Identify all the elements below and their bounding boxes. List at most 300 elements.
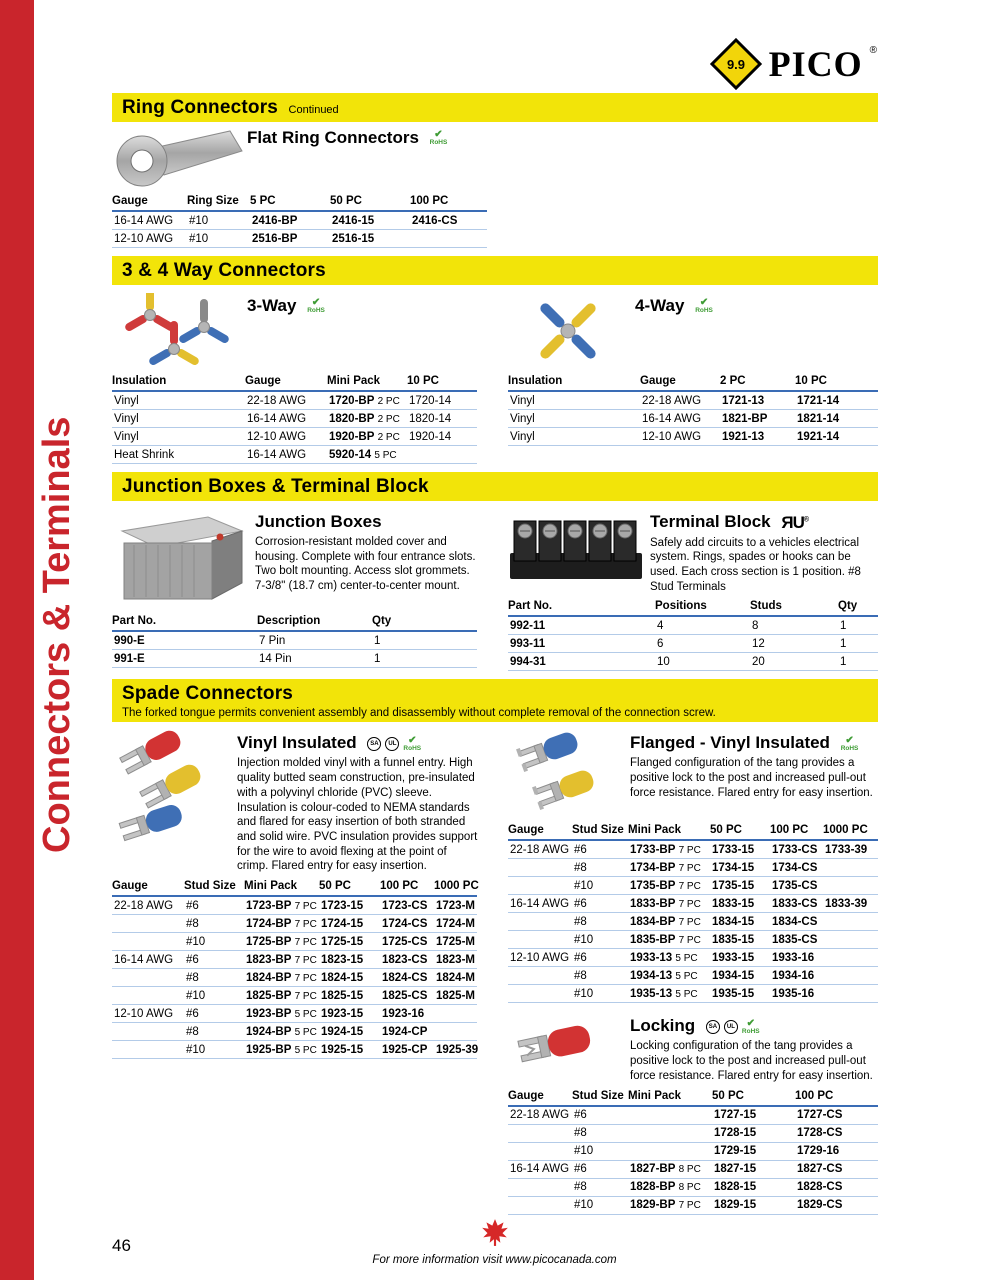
- table-cell: [508, 1178, 572, 1196]
- table-cell: Vinyl: [112, 410, 245, 428]
- table-cell: 1925-39: [434, 1041, 477, 1059]
- table-cell: 1827-15: [712, 1160, 795, 1178]
- table-cell: 2416-CS: [410, 211, 487, 230]
- table-cell: 993-11: [508, 635, 655, 653]
- table-cell: #8: [572, 859, 628, 877]
- table-cell: 1920-BP 2 PC: [327, 428, 407, 446]
- table-row: [508, 1106, 878, 1125]
- table-cell: 1721-14: [795, 391, 878, 410]
- three-way-table: [112, 373, 477, 464]
- table-cell: 1733-39: [823, 840, 878, 859]
- table-row: [508, 428, 878, 446]
- page-content: [112, 0, 878, 1215]
- rohs-icon: ✔ RoHS: [695, 297, 713, 315]
- section-subtitle: The forked tongue permits convenient assembly and disassembly without complete removal of the connection screw.: [122, 707, 716, 720]
- page-number: 46: [112, 1236, 131, 1255]
- table-cell: 1833-CS: [770, 895, 823, 913]
- table-cell: #10: [184, 933, 244, 951]
- table-cell: 1825-M: [434, 987, 477, 1005]
- column-header: Qty: [838, 598, 878, 616]
- csa-icon: SA: [367, 737, 381, 751]
- rohs-icon: ✔ RoHS: [429, 129, 448, 147]
- table-cell: [410, 230, 487, 248]
- table-cell: 1823-M: [434, 951, 477, 969]
- table-cell: 1835-BP 7 PC: [628, 931, 710, 949]
- table-cell: 22-18 AWG: [640, 391, 720, 410]
- table-row: [112, 1041, 477, 1059]
- four-way-block: [508, 290, 878, 446]
- table-cell: 1827-CS: [795, 1160, 878, 1178]
- table-cell: [112, 969, 184, 987]
- table-cell: 1733-BP 7 PC: [628, 840, 710, 859]
- table-cell: 1824-M: [434, 969, 477, 987]
- table-cell: 1924-CP: [380, 1023, 434, 1041]
- table-row: [508, 913, 878, 931]
- locking-table: [508, 1088, 878, 1215]
- table-cell: 1723-15: [319, 896, 380, 915]
- table-row: [112, 230, 487, 248]
- table-cell: [112, 987, 184, 1005]
- table-cell: [508, 877, 572, 895]
- table-cell: #10: [572, 931, 628, 949]
- table-cell: 1821-BP: [720, 410, 795, 428]
- table-cell: 1925-CP: [380, 1041, 434, 1059]
- table-cell: 22-18 AWG: [112, 896, 184, 915]
- junction-box-image: [112, 509, 255, 609]
- table-cell: 1833-BP 7 PC: [628, 895, 710, 913]
- table-cell: 1: [838, 653, 878, 671]
- column-header: 50 PC: [330, 193, 410, 211]
- section-banner-junction: [112, 472, 878, 501]
- table-cell: 1824-CS: [380, 969, 434, 987]
- table-cell: [112, 915, 184, 933]
- table-cell: 1: [372, 650, 477, 668]
- table-cell: 1828-CS: [795, 1178, 878, 1196]
- column-header: Gauge: [245, 373, 327, 391]
- product-heading: Junction Boxes: [255, 512, 382, 531]
- flat-ring-table: [112, 193, 487, 248]
- table-cell: 1834-CS: [770, 913, 823, 931]
- column-header: Mini Pack: [628, 822, 710, 840]
- table-cell: 1821-14: [795, 410, 878, 428]
- table-cell: 22-18 AWG: [245, 391, 327, 410]
- rohs-icon: ✔ RoHS: [840, 734, 859, 752]
- column-header: Qty: [372, 613, 477, 631]
- table-cell: 1925-BP 5 PC: [244, 1041, 319, 1059]
- table-cell: [628, 1124, 712, 1142]
- table-cell: 1735-BP 7 PC: [628, 877, 710, 895]
- locking-block: [508, 1013, 878, 1214]
- table-cell: 12-10 AWG: [508, 949, 572, 967]
- table-cell: #10: [572, 1196, 628, 1214]
- table-cell: 1933-16: [770, 949, 823, 967]
- table-cell: [508, 985, 572, 1003]
- section-title: Spade Connectors: [122, 683, 294, 705]
- ul-icon: UL: [724, 1020, 738, 1034]
- table-cell: 16-14 AWG: [112, 211, 187, 230]
- terminal-block-image: [508, 509, 650, 587]
- table-cell: 1: [838, 635, 878, 653]
- table-cell: 1935-16: [770, 985, 823, 1003]
- column-header: 50 PC: [710, 822, 770, 840]
- column-header: 50 PC: [712, 1088, 795, 1106]
- table-cell: 16-14 AWG: [640, 410, 720, 428]
- column-header: Positions: [655, 598, 750, 616]
- table-cell: 1723-M: [434, 896, 477, 915]
- column-header: Mini Pack: [327, 373, 407, 391]
- table-cell: 2416-BP: [250, 211, 330, 230]
- table-cell: 1820-14: [407, 410, 477, 428]
- table-cell: #8: [572, 1124, 628, 1142]
- table-cell: [508, 931, 572, 949]
- table-cell: 1728-15: [712, 1124, 795, 1142]
- table-cell: #10: [572, 985, 628, 1003]
- table-cell: 1724-M: [434, 915, 477, 933]
- table-cell: [823, 949, 878, 967]
- table-cell: 1724-BP 7 PC: [244, 915, 319, 933]
- column-header: Insulation: [508, 373, 640, 391]
- table-cell: 1824-15: [319, 969, 380, 987]
- column-header: Gauge: [508, 1088, 572, 1106]
- table-cell: 1921-14: [795, 428, 878, 446]
- table-row: [508, 653, 878, 671]
- table-cell: Vinyl: [112, 391, 245, 410]
- vinyl-insulated-block: [112, 727, 480, 1059]
- column-header: 10 PC: [407, 373, 477, 391]
- table-row: [112, 631, 477, 650]
- table-row: [112, 915, 477, 933]
- table-cell: 12-10 AWG: [112, 230, 187, 248]
- column-header: Part No.: [508, 598, 655, 616]
- table-row: [508, 1142, 878, 1160]
- footer-note: For more information visit www.picocanada.com: [372, 1254, 617, 1266]
- table-cell: #10: [572, 1142, 628, 1160]
- column-header: Gauge: [112, 193, 187, 211]
- section-banner-ring-connectors: [112, 93, 878, 122]
- table-cell: 5920-14 5 PC: [327, 446, 407, 464]
- table-cell: [407, 446, 477, 464]
- table-cell: 1728-CS: [795, 1124, 878, 1142]
- column-header: 10 PC: [795, 373, 878, 391]
- table-cell: 8: [750, 616, 838, 635]
- table-cell: 1729-15: [712, 1142, 795, 1160]
- table-cell: #10: [184, 1041, 244, 1059]
- table-cell: 4: [655, 616, 750, 635]
- section-banner-3-4-way: [112, 256, 878, 285]
- table-row: [112, 428, 477, 446]
- table-cell: #8: [184, 969, 244, 987]
- column-header: Gauge: [112, 878, 184, 896]
- table-cell: 1834-BP 7 PC: [628, 913, 710, 931]
- brand-name: PICO: [768, 44, 863, 84]
- table-cell: #6: [184, 896, 244, 915]
- junction-box-table: [112, 613, 477, 668]
- table-cell: 1727-15: [712, 1106, 795, 1125]
- table-cell: 1825-BP 7 PC: [244, 987, 319, 1005]
- terminal-block-table: [508, 598, 878, 671]
- product-heading: Vinyl Insulated SA UL ✔ RoHS: [237, 733, 422, 753]
- column-header: Part No.: [112, 613, 257, 631]
- table-row: [508, 949, 878, 967]
- table-cell: 1735-CS: [770, 877, 823, 895]
- table-cell: [628, 1106, 712, 1125]
- table-cell: #6: [572, 1106, 628, 1125]
- column-header: Stud Size: [572, 822, 628, 840]
- table-cell: Heat Shrink: [112, 446, 245, 464]
- table-cell: 22-18 AWG: [508, 1106, 572, 1125]
- rohs-icon: ✔ RoHS: [307, 297, 325, 315]
- product-heading: Terminal Block ЯU®: [650, 512, 809, 532]
- table-cell: 1828-BP 8 PC: [628, 1178, 712, 1196]
- table-cell: 20: [750, 653, 838, 671]
- column-header: 100 PC: [410, 193, 487, 211]
- table-cell: 1729-16: [795, 1142, 878, 1160]
- table-cell: 992-11: [508, 616, 655, 635]
- table-cell: [434, 1005, 477, 1023]
- column-header: Mini Pack: [628, 1088, 712, 1106]
- flat-ring-connector-image: [112, 125, 247, 189]
- column-header: 5 PC: [250, 193, 330, 211]
- table-cell: 1833-15: [710, 895, 770, 913]
- table-row: [508, 1196, 878, 1214]
- table-cell: 1835-CS: [770, 931, 823, 949]
- column-header: Stud Size: [184, 878, 244, 896]
- table-row: [112, 1023, 477, 1041]
- table-cell: [508, 1196, 572, 1214]
- table-cell: 1921-13: [720, 428, 795, 446]
- column-header: 2 PC: [720, 373, 795, 391]
- table-cell: 1920-14: [407, 428, 477, 446]
- column-header: 100 PC: [380, 878, 434, 896]
- table-cell: 1725-CS: [380, 933, 434, 951]
- column-header: Description: [257, 613, 372, 631]
- table-cell: 6: [655, 635, 750, 653]
- table-cell: #6: [184, 1005, 244, 1023]
- table-cell: [508, 913, 572, 931]
- table-cell: 12-10 AWG: [245, 428, 327, 446]
- table-cell: 16-14 AWG: [508, 895, 572, 913]
- table-cell: [112, 933, 184, 951]
- table-row: [508, 895, 878, 913]
- table-cell: 1828-15: [712, 1178, 795, 1196]
- table-cell: 2416-15: [330, 211, 410, 230]
- table-cell: 1824-BP 7 PC: [244, 969, 319, 987]
- table-row: [112, 410, 477, 428]
- flanged-block: [508, 730, 878, 1003]
- column-header: Stud Size: [572, 1088, 628, 1106]
- table-cell: [628, 1142, 712, 1160]
- ul-recognized-icon: ЯU®: [781, 512, 809, 532]
- table-cell: 14 Pin: [257, 650, 372, 668]
- table-cell: 1735-15: [710, 877, 770, 895]
- table-cell: 1: [838, 616, 878, 635]
- table-cell: 1835-15: [710, 931, 770, 949]
- column-header: Mini Pack: [244, 878, 319, 896]
- footer: [0, 1217, 989, 1266]
- table-cell: 1935-15: [710, 985, 770, 1003]
- left-red-strip: [0, 0, 34, 1280]
- table-cell: [112, 1041, 184, 1059]
- table-cell: [434, 1023, 477, 1041]
- table-cell: #6: [572, 949, 628, 967]
- rohs-icon: ✔ RoHS: [741, 1017, 760, 1035]
- table-cell: 1733-CS: [770, 840, 823, 859]
- table-cell: 2516-BP: [250, 230, 330, 248]
- section-title: Junction Boxes & Terminal Block: [122, 476, 429, 497]
- table-cell: 1934-13 5 PC: [628, 967, 710, 985]
- table-cell: 991-E: [112, 650, 257, 668]
- table-cell: 1724-15: [319, 915, 380, 933]
- table-row: [508, 840, 878, 859]
- table-cell: [508, 1124, 572, 1142]
- table-cell: 16-14 AWG: [245, 410, 327, 428]
- table-cell: 1720-14: [407, 391, 477, 410]
- product-description: Flanged configuration of the tang provides a positive lock to the post and increased pull-out force resistance. Flared entry for easy insertion.: [630, 757, 873, 799]
- table-cell: 1725-M: [434, 933, 477, 951]
- table-cell: 1720-BP 2 PC: [327, 391, 407, 410]
- table-cell: 1933-15: [710, 949, 770, 967]
- table-row: [112, 987, 477, 1005]
- table-cell: 12-10 AWG: [640, 428, 720, 446]
- csa-icon: SA: [706, 1020, 720, 1034]
- product-heading: 3-Way ✔ RoHS: [247, 296, 325, 315]
- section-title-suffix: Continued: [288, 104, 339, 116]
- table-cell: 1823-BP 7 PC: [244, 951, 319, 969]
- table-cell: 1823-CS: [380, 951, 434, 969]
- section-title: Ring Connectors: [122, 97, 279, 118]
- table-row: [508, 1160, 878, 1178]
- table-row: [112, 951, 477, 969]
- table-row: [112, 650, 477, 668]
- table-cell: 1935-13 5 PC: [628, 985, 710, 1003]
- flat-ring-block: [112, 125, 878, 189]
- table-row: [112, 391, 477, 410]
- svg-text:9.9: 9.9: [726, 57, 745, 72]
- table-cell: #10: [187, 230, 250, 248]
- table-row: [508, 410, 878, 428]
- product-heading: Flat Ring Connectors ✔ RoHS: [247, 128, 448, 147]
- column-header: Ring Size: [187, 193, 250, 211]
- table-cell: [823, 859, 878, 877]
- column-header: 50 PC: [319, 878, 380, 896]
- table-cell: #6: [572, 1160, 628, 1178]
- table-cell: 1: [372, 631, 477, 650]
- table-cell: #8: [572, 1178, 628, 1196]
- table-cell: 1923-16: [380, 1005, 434, 1023]
- table-cell: 1933-13 5 PC: [628, 949, 710, 967]
- table-cell: 1727-CS: [795, 1106, 878, 1125]
- section-title: 3 & 4 Way Connectors: [122, 260, 326, 281]
- column-header: 100 PC: [770, 822, 823, 840]
- table-cell: 1834-15: [710, 913, 770, 931]
- sidebar-vertical-title: Connectors & Terminals: [36, 416, 78, 854]
- table-cell: 1925-15: [319, 1041, 380, 1059]
- table-row: [112, 933, 477, 951]
- table-row: [508, 985, 878, 1003]
- column-header: 1000 PC: [434, 878, 477, 896]
- flanged-table: [508, 822, 878, 1003]
- table-cell: Vinyl: [508, 410, 640, 428]
- table-cell: 1721-13: [720, 391, 795, 410]
- table-cell: 1934-16: [770, 967, 823, 985]
- table-cell: 7 Pin: [257, 631, 372, 650]
- table-cell: 22-18 AWG: [508, 840, 572, 859]
- table-cell: Vinyl: [508, 391, 640, 410]
- table-cell: 994-31: [508, 653, 655, 671]
- table-cell: [508, 967, 572, 985]
- table-cell: 1924-BP 5 PC: [244, 1023, 319, 1041]
- table-cell: 1829-15: [712, 1196, 795, 1214]
- table-cell: 1825-CS: [380, 987, 434, 1005]
- table-cell: #8: [184, 1023, 244, 1041]
- table-cell: 1934-15: [710, 967, 770, 985]
- product-description: Safely add circuits to a vehicles electrical system. Rings, spades or hooks can be used. Each cross section is 1 position. #8 Stud Terminals: [650, 536, 861, 593]
- table-cell: [823, 877, 878, 895]
- table-row: [112, 446, 477, 464]
- table-cell: [823, 985, 878, 1003]
- table-cell: #10: [572, 877, 628, 895]
- table-row: [508, 635, 878, 653]
- four-way-table: [508, 373, 878, 446]
- table-row: [508, 391, 878, 410]
- maple-leaf-icon: [480, 1217, 510, 1247]
- product-description: Locking configuration of the tang provides a positive lock to the post and increased pull-out force resistance. Flared entry for easy insertion.: [630, 1040, 873, 1082]
- table-cell: 1725-BP 7 PC: [244, 933, 319, 951]
- table-cell: 1827-BP 8 PC: [628, 1160, 712, 1178]
- table-row: [508, 877, 878, 895]
- table-cell: #6: [572, 895, 628, 913]
- four-way-connector-image: [508, 293, 635, 369]
- vinyl-insulated-table: [112, 878, 477, 1059]
- table-cell: 1829-BP 7 PC: [628, 1196, 712, 1214]
- table-cell: 1829-CS: [795, 1196, 878, 1214]
- table-cell: 1734-CS: [770, 859, 823, 877]
- table-row: [112, 969, 477, 987]
- rohs-icon: ✔ RoHS: [403, 734, 422, 752]
- column-header: Insulation: [112, 373, 245, 391]
- table-cell: 12-10 AWG: [112, 1005, 184, 1023]
- vinyl-spade-image: [112, 730, 237, 852]
- three-way-block: [112, 290, 480, 464]
- product-heading: 4-Way ✔ RoHS: [635, 296, 713, 315]
- table-cell: 1723-BP 7 PC: [244, 896, 319, 915]
- table-cell: 16-14 AWG: [245, 446, 327, 464]
- table-row: [112, 1005, 477, 1023]
- product-description: Injection molded vinyl with a funnel entry. High quality butted seam construction, pre-insulated with a polyvinyl chloride (PVC) sleeve. Insulation is colour-coded to NEMA standards and flared for easy insertion of both stranded and solid wire. PVC insulation provides support for the wire to avoid flexing at the point of crimp. Flared entry for easy insertion.: [237, 757, 478, 873]
- table-cell: 1723-CS: [380, 896, 434, 915]
- table-cell: 1734-15: [710, 859, 770, 877]
- three-way-connector-image: [112, 293, 247, 369]
- table-cell: #8: [572, 913, 628, 931]
- locking-spade-image: [508, 1013, 630, 1083]
- table-cell: 10: [655, 653, 750, 671]
- column-header: Gauge: [508, 822, 572, 840]
- table-cell: 1833-39: [823, 895, 878, 913]
- table-cell: 1923-BP 5 PC: [244, 1005, 319, 1023]
- table-cell: Vinyl: [508, 428, 640, 446]
- table-cell: 990-E: [112, 631, 257, 650]
- table-cell: Vinyl: [112, 428, 245, 446]
- table-row: [508, 967, 878, 985]
- ul-icon: UL: [385, 737, 399, 751]
- product-description: Corrosion-resistant molded cover and housing. Complete with four entrance slots. Two bolt mounting. Access slot grommets. 7-3/8" (18.7 cm) center-to-center mount.: [255, 536, 476, 593]
- junction-boxes-block: [112, 506, 480, 668]
- table-cell: 1923-15: [319, 1005, 380, 1023]
- table-cell: 12: [750, 635, 838, 653]
- table-cell: #6: [184, 951, 244, 969]
- table-cell: 16-14 AWG: [508, 1160, 572, 1178]
- table-cell: #10: [184, 987, 244, 1005]
